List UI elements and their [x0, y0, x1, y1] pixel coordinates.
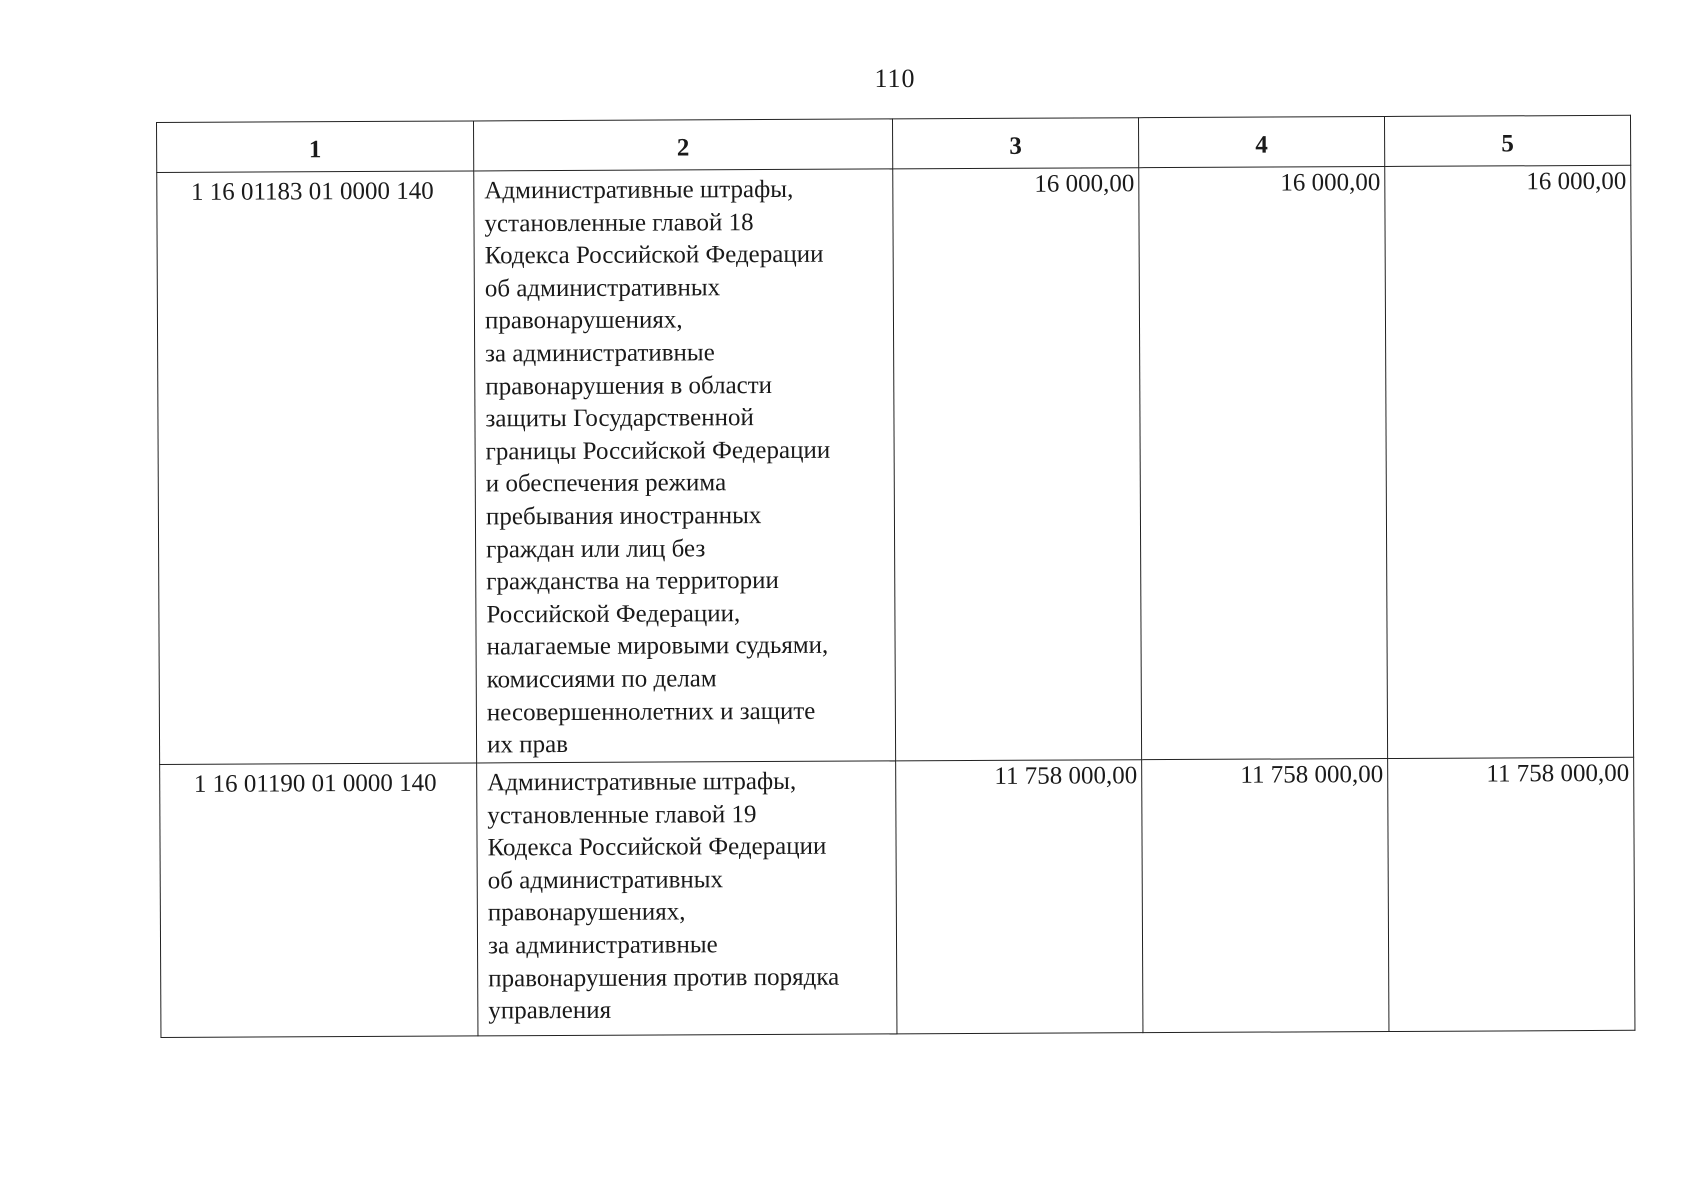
description-line: комиссиями по делам — [486, 665, 717, 694]
description-line: налагаемые мировыми судьями, — [486, 632, 829, 661]
description-line: за административные — [487, 931, 718, 960]
column-header-2: 2 — [473, 119, 892, 171]
column-header-4: 4 — [1138, 116, 1384, 167]
description-line: за административные — [485, 339, 715, 368]
description-line: Кодекса Российской Федерации — [487, 832, 827, 862]
column-header-3: 3 — [892, 118, 1138, 169]
description-line: установленные главой 18 — [484, 208, 754, 237]
description-line: Административные штрафы, — [484, 175, 794, 205]
description-line: управления — [488, 996, 612, 1025]
description-line: об административных — [487, 866, 724, 895]
amount-col4-cell: 16 000,00 — [1139, 166, 1388, 759]
revenue-code-cell: 1 16 01190 01 0000 140 — [160, 763, 478, 1038]
amount-col3-cell: 16 000,00 — [893, 168, 1142, 761]
description-line: границы Российской Федерации — [485, 436, 831, 466]
description-line: защиты Государственной — [485, 404, 754, 433]
description-cell — [474, 169, 896, 763]
description-line: правонарушениях, — [484, 306, 683, 335]
description-line: установленные главой 19 — [487, 800, 757, 829]
amount-col4-cell: 11 758 000,00 — [1142, 758, 1389, 1032]
description-line: Административные штрафы, — [487, 767, 797, 797]
description-line: Российской Федерации, — [486, 599, 741, 629]
description-line: Кодекса Российской Федерации — [484, 240, 824, 270]
description-line: гражданства на территории — [486, 567, 779, 596]
column-header-5: 5 — [1384, 115, 1630, 166]
table-row — [157, 165, 1634, 764]
amount-col5-cell: 11 758 000,00 — [1388, 757, 1635, 1031]
header-row — [157, 115, 1631, 172]
description-line: граждан или лиц без — [486, 534, 706, 563]
amount-col3-cell: 11 758 000,00 — [896, 760, 1143, 1034]
description-line: пребывания иностранных — [485, 501, 762, 531]
budget-table-container — [156, 115, 1634, 1038]
revenue-code-cell: 1 16 01183 01 0000 140 — [157, 171, 477, 765]
description-line: правонарушения в области — [485, 371, 773, 400]
description-line: правонарушениях, — [487, 898, 686, 927]
page-number: 110 — [874, 64, 916, 93]
description-cell — [477, 761, 897, 1036]
amount-col5-cell: 16 000,00 — [1385, 165, 1634, 758]
description-line: правонарушения против порядка — [488, 963, 840, 992]
column-header-1: 1 — [157, 121, 474, 173]
table-row — [160, 757, 1635, 1037]
description-line: их прав — [486, 731, 569, 759]
budget-table — [156, 115, 1635, 1038]
description-line: об административных — [484, 274, 721, 303]
description-line: несовершеннолетних и защите — [486, 697, 816, 726]
description-line: и обеспечения режима — [485, 469, 727, 498]
